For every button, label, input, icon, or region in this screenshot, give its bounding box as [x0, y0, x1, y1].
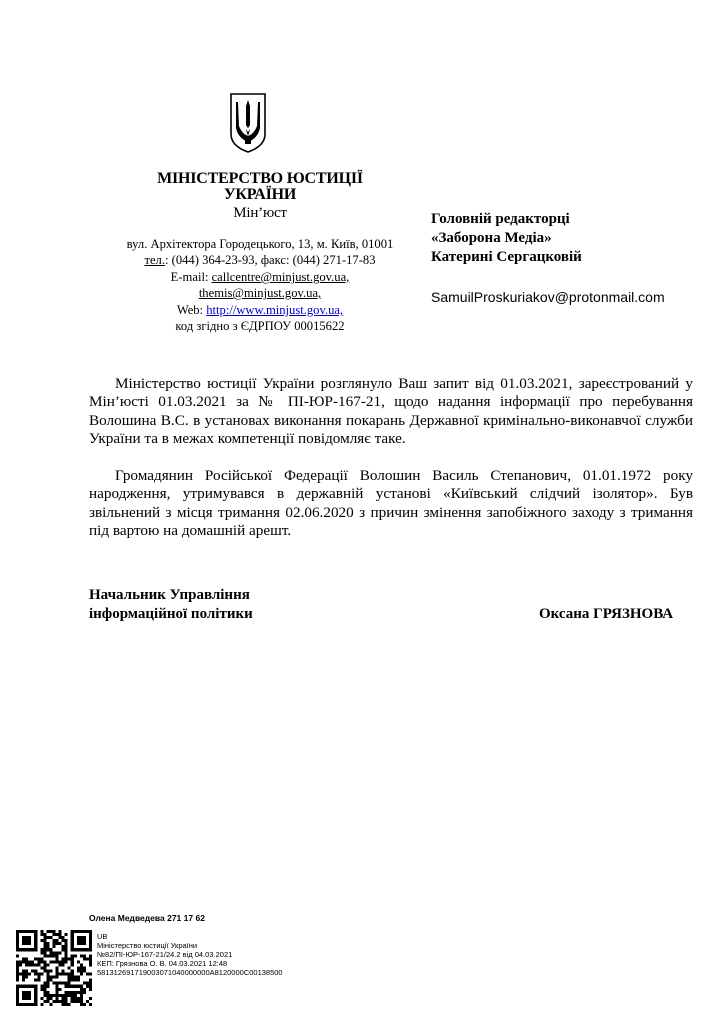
- email-link-callcentre[interactable]: callcentre@minjust.gov.ua,: [211, 270, 350, 284]
- coat-of-arms-icon: [228, 92, 268, 154]
- signatory-position-line-1: Начальник Управління: [89, 587, 250, 603]
- recipient-email: SamuilProskuriakov@protonmail.com: [431, 289, 665, 305]
- registration-line-2: Міністерство юстиції України: [97, 941, 198, 950]
- phone-label: тел.: [144, 253, 165, 267]
- sender-email: [100, 269, 420, 286]
- ministry-short-name: Мін’юст: [233, 205, 287, 221]
- sender-phone: [100, 252, 420, 269]
- sender-email-2: [100, 285, 420, 302]
- ministry-country: УКРАЇНИ: [223, 186, 297, 203]
- registration-line-3: №82/ПІ-ЮР-167-21/24.2 від 04.03.2021: [97, 950, 233, 959]
- recipient-line-3: Катерині Сергацковій: [431, 249, 582, 265]
- signatory-position-line-2: інформаційної політики: [89, 606, 253, 622]
- sender-address: вул. Архітектора Городецького, 13, м. Київ, 01001: [126, 237, 394, 251]
- sender-web: [100, 302, 420, 319]
- phone-value: : (044) 364-23-93, факс: (044) 271-17-83: [165, 253, 376, 267]
- body-paragraph-1: Міністерство юстиції України розглянуло Ваш запит від 01.03.2021, зареєстрований у Мін’юсті 01.03.2021 за № ПІ-ЮР-167-21, щодо надання інформації про перебування Волошина В.С. в установах виконання покарань Державної кримінально-виконавчої служби України та в межах компетенції повідомляє таке.: [89, 375, 693, 448]
- ministry-title: МІНІСТЕРСТВО ЮСТИЦІЇ: [157, 170, 363, 187]
- sender-edrpou-code: код згідно з ЄДРПОУ 00015622: [175, 319, 345, 333]
- registration-line-1: UB: [97, 932, 108, 941]
- signatory-name: Оксана ГРЯЗНОВА: [539, 606, 674, 622]
- email-link-themis[interactable]: themis@minjust.gov.ua,: [198, 286, 322, 300]
- web-link[interactable]: http://www.minjust.gov.ua,: [206, 303, 344, 317]
- body-paragraph-2: Громадянин Російської Федерації Волошин Василь Степанович, 01.01.1972 року народження, утримувався в державній установі «Київський слідчий ізолятор». Був звільнений з місця тримання 02.06.2020 з причин змінення запобіжного заходу з тримання під вартою на домашній арешт.: [89, 467, 693, 540]
- registration-line-5: 581312691719003071040000000A8120000C00138500: [97, 968, 283, 977]
- executor-contact: Олена Медведева 271 17 62: [89, 913, 205, 923]
- recipient-line-1: Головній редакторці: [431, 211, 570, 227]
- email-label: E-mail:: [170, 270, 212, 284]
- recipient-line-2: «Заборона Медіа»: [431, 230, 552, 246]
- registration-line-4: КЕП: Грязнова О. В. 04.03.2021 12:48: [97, 959, 228, 968]
- web-label: Web:: [176, 303, 207, 317]
- qr-code-icon: [16, 930, 92, 1006]
